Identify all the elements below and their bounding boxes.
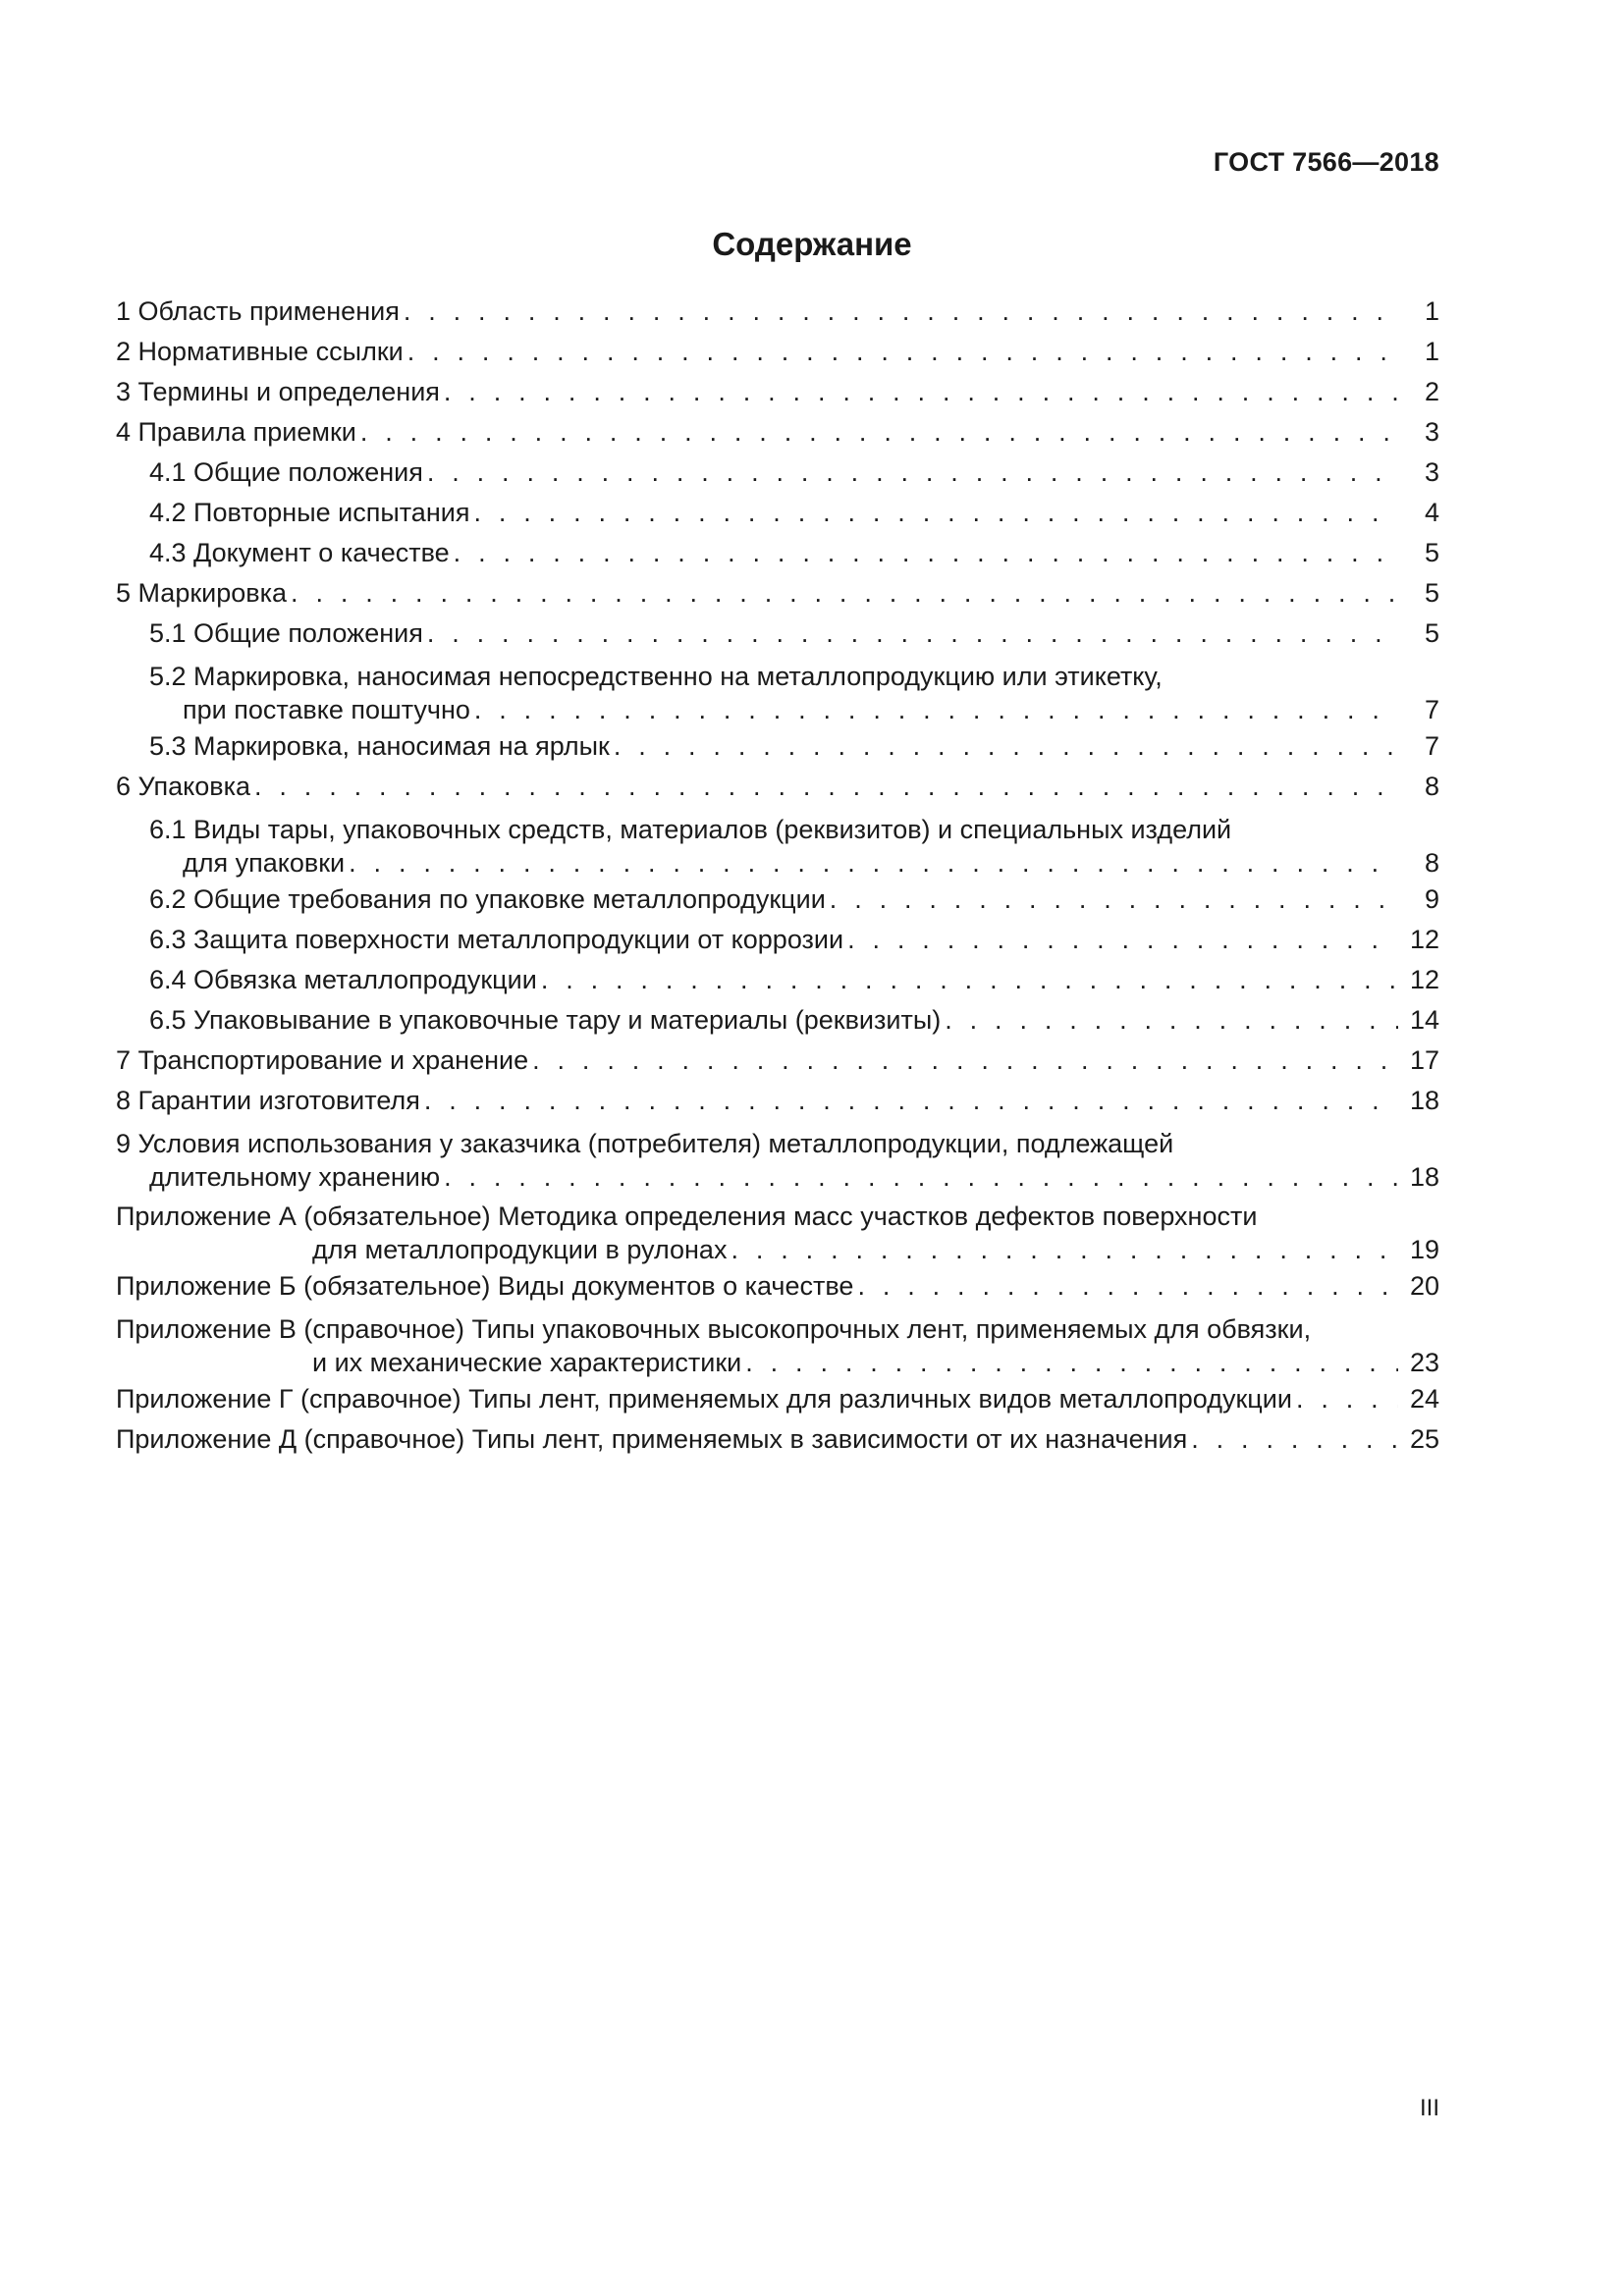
dot-leader	[444, 1160, 1398, 1194]
toc-entry-page: 25	[1409, 1424, 1439, 1454]
dot-leader	[444, 372, 1398, 412]
toc-entry-text: 5.1 Общие положения	[149, 618, 423, 648]
toc-entry-text: 4.2 Повторные испытания	[149, 498, 470, 527]
dot-leader	[945, 1000, 1398, 1041]
toc-entry[interactable]	[116, 660, 1439, 726]
dot-leader	[424, 1081, 1398, 1121]
toc-entry[interactable]	[116, 1041, 1439, 1081]
dot-leader	[731, 1233, 1398, 1266]
toc-entry-text: 8 Гарантии изготовителя	[116, 1086, 420, 1115]
dot-leader	[360, 412, 1398, 453]
toc-entry-text: Приложение Д (справочное) Типы лент, применяемых в зависимости от их назначения	[116, 1424, 1188, 1454]
dot-leader	[407, 332, 1398, 372]
toc-entry-page: 4	[1424, 498, 1439, 527]
dot-leader	[473, 493, 1398, 533]
toc-entry-page: 12	[1409, 965, 1439, 994]
toc-entry-page: 7	[1424, 695, 1439, 724]
toc-entry[interactable]	[116, 1266, 1439, 1307]
toc-entry-text-continued: для металлопродукции в рулонах	[312, 1235, 728, 1264]
toc-entry-page: 2	[1424, 377, 1439, 406]
dot-leader	[291, 573, 1398, 614]
toc-entry-text-continued: длительному хранению	[149, 1162, 441, 1192]
toc-entry-page: 8	[1424, 772, 1439, 801]
toc-entry-text: Приложение Г (справочное) Типы лент, применяемых для различных видов металлопродукции	[116, 1384, 1292, 1414]
toc-entry-text: 4.3 Документ о качестве	[149, 538, 450, 567]
toc-entry-text: 5 Маркировка	[116, 578, 288, 608]
toc-entry-page: 18	[1409, 1086, 1439, 1115]
dot-leader	[254, 767, 1398, 807]
dot-leader	[614, 726, 1398, 767]
toc-entry[interactable]	[116, 1000, 1439, 1041]
dot-leader	[1296, 1379, 1398, 1419]
toc-entry-text: 4.1 Общие положения	[149, 457, 423, 487]
dot-leader	[745, 1346, 1398, 1379]
toc-entry-text: 2 Нормативные ссылки	[116, 337, 404, 366]
dot-leader	[541, 960, 1398, 1000]
toc-entry-text: 5.2 Маркировка, наносимая непосредственно на металлопродукцию или этикетку,	[149, 662, 1163, 691]
toc-entry[interactable]	[116, 292, 1439, 332]
toc-title: Содержание	[712, 226, 912, 262]
toc-entry[interactable]	[116, 533, 1439, 573]
toc-entry-text: 6.1 Виды тары, упаковочных средств, материалов (реквизитов) и специальных изделий	[149, 815, 1232, 844]
toc-entry[interactable]	[116, 573, 1439, 614]
toc-entry[interactable]	[116, 332, 1439, 372]
toc-entry[interactable]	[116, 880, 1439, 920]
toc-entry[interactable]	[116, 1419, 1439, 1460]
toc-entry-page: 14	[1409, 1005, 1439, 1035]
toc-entry[interactable]	[116, 726, 1439, 767]
toc-entry-page: 8	[1424, 848, 1439, 878]
toc-entry[interactable]	[116, 1081, 1439, 1121]
toc-entry-page: 9	[1424, 884, 1439, 914]
dot-leader	[349, 846, 1398, 880]
toc-entry-text: 4 Правила приемки	[116, 417, 356, 447]
toc-entry-page: 3	[1424, 417, 1439, 447]
toc-entry[interactable]	[116, 614, 1439, 654]
toc-entry-page: 1	[1424, 296, 1439, 326]
dot-leader	[1191, 1419, 1398, 1460]
dot-leader	[830, 880, 1398, 920]
toc-entry-page: 17	[1409, 1045, 1439, 1075]
toc-entry-page: 20	[1409, 1271, 1439, 1301]
dot-leader	[847, 920, 1398, 960]
toc-entry[interactable]	[116, 412, 1439, 453]
dot-leader	[454, 533, 1398, 573]
page-number: III	[1419, 2095, 1439, 2121]
toc-entry[interactable]	[116, 813, 1439, 880]
toc-entry-text-continued: и их механические характеристики	[312, 1348, 742, 1377]
toc-entry-page: 3	[1424, 457, 1439, 487]
toc-entry[interactable]	[116, 1200, 1439, 1266]
toc-entry-page: 5	[1424, 538, 1439, 567]
toc-entry-text-continued: для упаковки	[183, 848, 346, 878]
toc-entry-page: 24	[1409, 1384, 1439, 1414]
dot-leader	[474, 693, 1398, 726]
toc-entry-text: 1 Область применения	[116, 296, 400, 326]
toc-entry-text-continued: при поставке поштучно	[183, 695, 470, 724]
toc-entry-text: 9 Условия использования у заказчика (потребителя) металлопродукции, подлежащей	[116, 1129, 1174, 1158]
toc-entry-text: Приложение А (обязательное) Методика определения масс участков дефектов поверхности	[116, 1201, 1258, 1231]
toc-entry-page: 5	[1424, 578, 1439, 608]
dot-leader	[427, 453, 1398, 493]
toc-entry[interactable]	[116, 960, 1439, 1000]
toc-entry-page: 12	[1409, 925, 1439, 954]
toc-entry-text: Приложение В (справочное) Типы упаковочных высокопрочных лент, применяемых для обвязки,	[116, 1314, 1312, 1344]
toc-entry-page: 1	[1424, 337, 1439, 366]
toc-entry-text: Приложение Б (обязательное) Виды документов о качестве	[116, 1271, 854, 1301]
toc-entry-page: 18	[1409, 1162, 1439, 1192]
toc-entry-text: 6.3 Защита поверхности металлопродукции от коррозии	[149, 925, 844, 954]
dot-leader	[404, 292, 1398, 332]
toc-entry-text: 6.5 Упаковывание в упаковочные тару и материалы (реквизиты)	[149, 1005, 942, 1035]
toc-entry-text: 6.4 Обвязка металлопродукции	[149, 965, 537, 994]
toc-entry-text: 5.3 Маркировка, наносимая на ярлык	[149, 731, 610, 761]
toc-entry-page: 7	[1424, 731, 1439, 761]
toc-entry-text: 3 Термины и определения	[116, 377, 440, 406]
toc-entry[interactable]	[116, 1127, 1439, 1194]
document-code: ГОСТ 7566—2018	[1213, 147, 1439, 177]
dot-leader	[857, 1266, 1398, 1307]
toc-entry[interactable]	[116, 1312, 1439, 1379]
dot-leader	[532, 1041, 1398, 1081]
table-of-contents	[116, 292, 1439, 1460]
toc-entry-text: 6 Упаковка	[116, 772, 250, 801]
toc-entry-text: 7 Транспортирование и хранение	[116, 1045, 529, 1075]
toc-entry[interactable]	[116, 767, 1439, 807]
toc-entry-page: 5	[1424, 618, 1439, 648]
toc-entry-text: 6.2 Общие требования по упаковке металлопродукции	[149, 884, 826, 914]
toc-entry[interactable]	[116, 453, 1439, 493]
toc-entry-page: 23	[1409, 1348, 1439, 1377]
toc-entry-page: 19	[1409, 1235, 1439, 1264]
toc-entry[interactable]	[116, 372, 1439, 412]
toc-entry[interactable]	[116, 493, 1439, 533]
toc-entry[interactable]	[116, 1379, 1439, 1419]
dot-leader	[427, 614, 1398, 654]
toc-entry[interactable]	[116, 920, 1439, 960]
